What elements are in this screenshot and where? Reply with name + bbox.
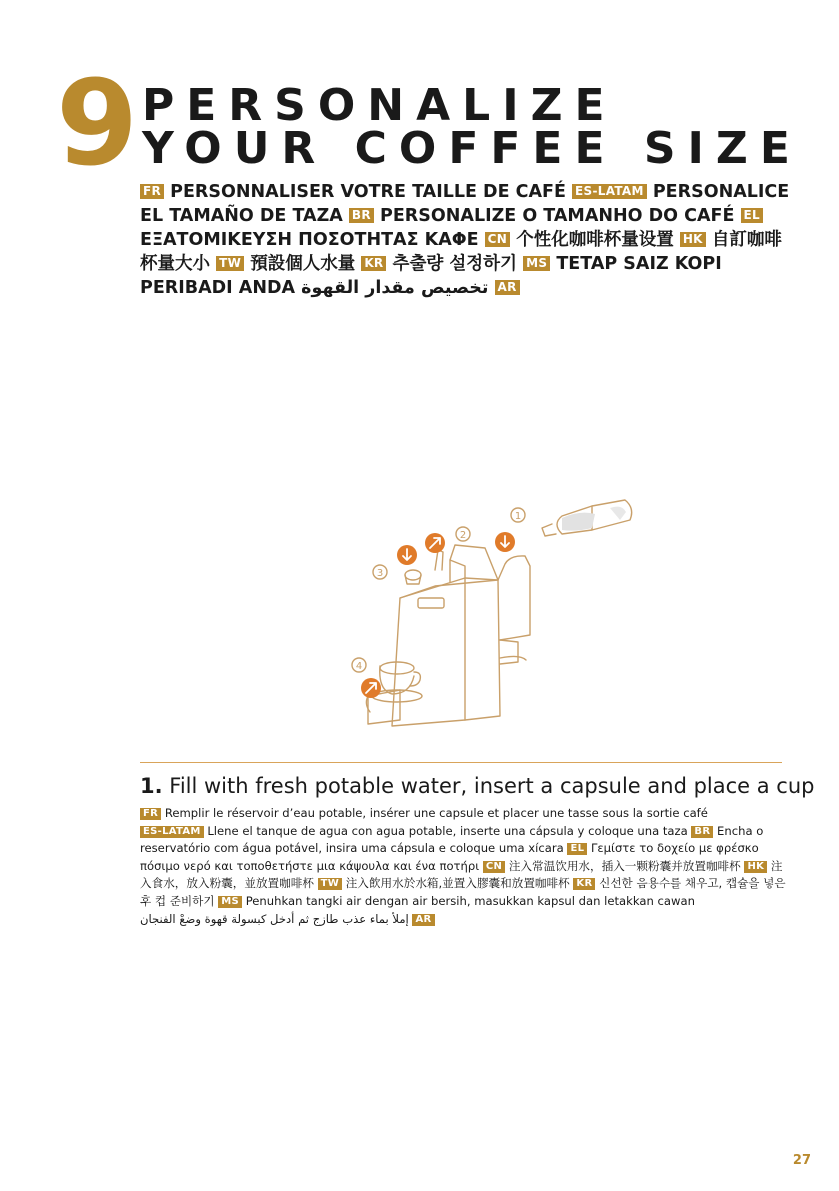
page-title-line-2: YOUR COFFEE SIZE [142,123,802,174]
page-title-line-1: PERSONALIZE [142,80,617,131]
callout-number-3: 3 [376,568,384,579]
instruction-ar: إملأ بماء عذب طازج ثم أدخل كبسولة قهوة وضعْ الفنجان [140,911,409,926]
instruction-number: 1. [140,774,163,798]
section-divider [140,762,782,763]
language-tag-el: EL [567,843,587,855]
instruction-ms: Penuhkan tangki air dengan air bersih, masukkan kapsul dan letakkan cawan [245,893,695,908]
title-translations [140,180,790,300]
callout-number-4: 4 [355,661,363,672]
instruction-heading-text: Fill with fresh potable water, insert a capsule and place a cup [169,774,815,798]
instruction-translations [140,805,788,928]
language-tag-cn: CN [485,232,510,247]
instruction-el: Γεμίστε το δοχείο με φρέσκο πόσιμο νερό και τοποθετήστε μια κάψουλα και ένα ποτήρι [140,841,759,873]
translation-ms: TETAP SAIZ KOPI PERIBADI ANDA [140,254,722,298]
instruction-tw: 注入飲用水於水箱,並置入膠囊和放置咖啡杯 [345,876,570,891]
callout-labels [330,490,640,730]
translation-kr: 추출량 설정하기 [392,254,517,274]
language-tag-ar: AR [412,914,434,926]
language-tag-hk: HK [680,232,706,247]
language-tag-ar: AR [495,280,520,295]
translation-tw: 預設個人水量 [250,254,356,274]
language-tag-ms: MS [523,256,550,271]
language-tag-br: BR [349,208,374,223]
language-tag-ms: MS [218,896,242,908]
callout-number-2: 2 [459,530,467,541]
language-tag-fr: FR [140,808,161,820]
language-tag-kr: KR [361,256,386,271]
translation-br: PERSONALIZE O TAMANHO DO CAFÉ [380,206,735,226]
instruction-fr: Remplir le réservoir d’eau potable, insérer une capsule et placer une tasse sous la sortie café [164,806,708,820]
translation-hk: 自訂咖啡杯量大小 [140,230,782,274]
language-tag-cn: CN [483,861,505,873]
instruction-kr: 신선한 음용수를 채우고, 캡슐을 넣은 후 컵 준비하기 [140,876,786,908]
language-tag-tw: TW [216,256,244,271]
translation-cn: 个性化咖啡杯量设置 [516,230,674,250]
callout-number-1: 1 [514,511,522,522]
instruction-hk: 注入食水，放入粉囊，並放置咖啡杯 [140,858,783,891]
instruction-es-latam: Llene el tanque de agua con agua potable, inserte una cápsula y coloque una taza [207,823,688,838]
translation-es-latam: PERSONALICE EL TAMAÑO DE TAZA [140,182,790,226]
language-tag-tw: TW [318,878,342,890]
translation-fr: PERSONNALISER VOTRE TAILLE DE CAFÉ [170,182,566,202]
page-number: 27 [792,1153,811,1168]
language-tag-fr: FR [140,184,164,199]
language-tag-kr: KR [573,878,595,890]
language-tag-es-latam: ES-LATAM [572,184,647,199]
language-tag-es-latam: ES-LATAM [140,826,204,838]
instruction-heading [140,773,814,799]
step-number: 9 [56,54,135,192]
language-tag-el: EL [741,208,763,223]
translation-ar: تخصيص مقدار القهوة [301,278,489,298]
instruction-br: Encha o reservatório com água potável, insira uma cápsula e coloque uma xícara [140,823,764,856]
language-tag-br: BR [691,826,713,838]
language-tag-hk: HK [744,861,767,873]
translation-el: ΕΞΑΤΟΜΙΚΕΥΣΗ ΠΟΣΟΤΗΤΑΣ ΚΑΦΕ [140,230,479,250]
instruction-cn: 注入常温饮用水，插入一颗粉囊并放置咖啡杯 [508,858,741,873]
